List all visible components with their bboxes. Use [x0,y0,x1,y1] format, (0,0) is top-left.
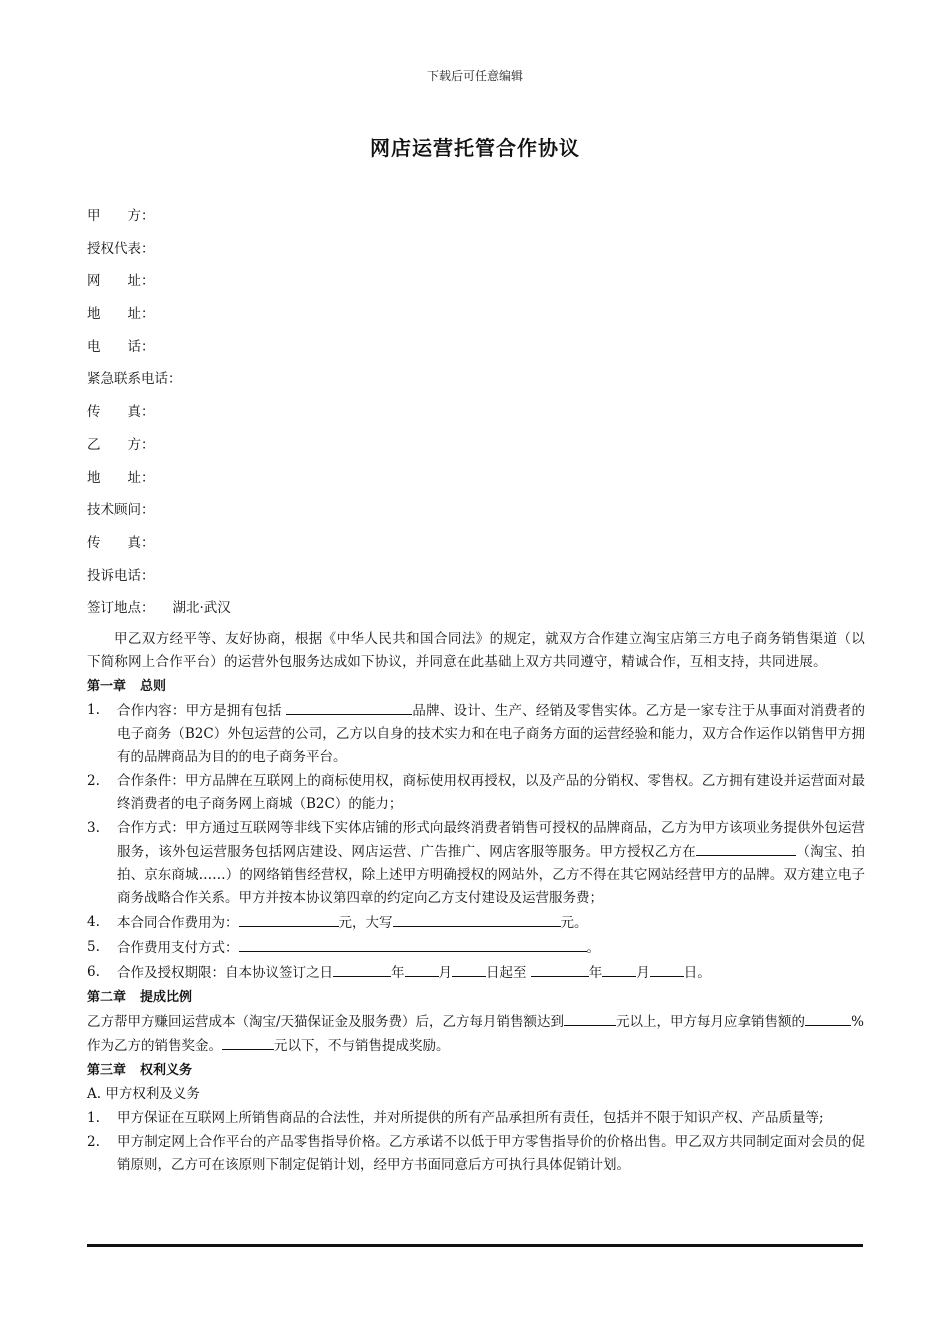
clause-text: 元以下，不与销售提成奖励。 [274,1038,450,1054]
clause-3a-2 [87,1131,865,1177]
clause-text: 合作方式：甲方通过互联网等非线下实体店铺的形式向最终消费者销售可授权的品牌商品，乙方为甲方该项业务提供外包运营服务，该外包运营服务包括网店建设、网店运营、广告推广、网店客服等服务。甲方授权乙方在 [117,820,865,860]
field-complaint-phone [87,564,231,597]
clause-number: 6. [87,964,100,980]
clause-text: 品牌、设计、生产、经销及零售实体。乙方是一家专注于从事面对消费者的电子商务（B2C）外包运营的公司，乙方以自身的技术实力和在电子商务方面的运营经验和能力，双方合作运作以销售甲方拥有的品牌商品为目的的电子商务平台。 [117,703,866,765]
clause-1-1 [87,699,865,769]
blank-line [393,911,561,927]
clause-text: 月 [636,965,650,981]
blank-line [239,936,587,952]
clause-text: %作为乙方的销售奖金。 [87,1014,864,1054]
clause-text: 年 [588,965,603,981]
field-label: 甲 方： [87,208,155,224]
header-note: 下载后可任意编辑 [426,69,523,83]
document-title: 网店运营托管合作协议 [370,136,580,160]
field-label: 紧急联系电话： [87,371,182,388]
chapter-3-heading [87,1059,865,1082]
clause-text: 乙方帮甲方赚回运营成本（淘宝/天猫保证金及服务费）后，乙方每月销售额达到 [87,1014,565,1030]
field-label: 地 址： [87,469,155,486]
blank-line [650,961,684,977]
clause-3a-1 [87,1107,865,1130]
clause-number: 5. [87,939,100,955]
footer-divider [87,1244,863,1247]
field-party-b [87,433,231,466]
clause-text: 。 [586,940,600,956]
field-label: 乙 方： [87,436,155,453]
clause-1-6 [87,961,865,985]
chapter-name: 权利义务 [140,1063,193,1078]
clause-text: 元以上，甲方每月应拿销售额的 [616,1014,806,1030]
clause-number: 2. [87,1134,100,1150]
clause-text: 合作内容：甲方是拥有包括 [117,703,287,719]
chapter-1-heading [87,675,865,698]
field-authorized-rep [87,237,231,270]
field-signing-place [87,596,231,629]
clause-text: 合作费用支付方式： [117,940,239,956]
field-tech-advisor [87,498,231,531]
chapter-number: 第一章 [87,679,127,694]
clause-1-5 [87,936,865,960]
field-website [87,269,231,302]
field-label: 传 真： [87,404,155,421]
field-fax-b [87,531,231,564]
field-fax-a [87,400,231,433]
clause-number: 1. [87,702,100,718]
clause-number: 4. [87,914,100,930]
clause-text: 日。 [683,965,711,981]
chapter-2-heading [87,986,865,1009]
field-label: 网 址： [87,273,155,290]
blank-line [405,961,439,977]
blank-line [531,961,589,977]
clause-text: 元。 [560,915,588,931]
field-emergency-phone [87,367,231,400]
clause-text: 合作条件：甲方品牌在互联网上的商标使用权，商标使用权再授权，以及产品的分销权、零售权。乙方拥有建设并运营面对最终消费者的电子商务网上商城（B2C）的能力； [117,773,865,812]
chapter-name: 总则 [140,679,167,694]
blank-line [286,699,412,715]
field-label: 电 话： [87,338,155,355]
clause-text: 月 [438,965,452,981]
clause-number: 3. [87,820,100,836]
field-label: 授权代表： [87,240,155,257]
field-phone [87,335,231,368]
clause-1-4 [87,911,865,935]
clause-text: 日起至 [486,965,531,981]
clause-text: 合作及授权期限：自本协议签订之日 [117,965,333,981]
field-label: 签订地点： [87,600,155,617]
blank-line [696,840,796,856]
field-party-a [87,204,231,237]
chapter-2-paragraph [87,1010,865,1058]
clause-number: 2. [87,773,100,789]
clause-text: 甲方制定网上合作平台的产品零售指导价格。乙方承诺不以低于甲方零售指导价的价格出售。甲乙双方共同制定面对会员的促销原则，乙方可在该原则下制定促销计划，经甲方书面同意后方可执行具体促销计划。 [117,1134,865,1173]
clause-1-2 [87,770,865,816]
field-address-b [87,466,231,499]
chapter-number: 第二章 [87,990,127,1005]
blank-line [602,961,636,977]
field-value: 湖北·武汉 [172,600,231,617]
chapter-name: 提成比例 [140,990,193,1005]
blank-line [805,1010,851,1026]
clause-text: （淘宝、拍拍、京东商城……）的网络销售经营权，除上述甲方明确授权的网站外，乙方不得在其它网站经营甲方的品牌。双方建立电子商务战略合作关系。甲方并按本协议第四章的约定向乙方支付建设及运营服务费； [117,844,865,906]
blank-line [333,961,391,977]
clause-1-3 [87,817,865,910]
field-label: 地 址： [87,306,155,323]
clause-text: 元，大写 [338,915,393,931]
agreement-body [87,628,865,1178]
blank-line [239,911,339,927]
party-info-fields [87,204,231,629]
blank-line [222,1034,274,1050]
chapter-number: 第三章 [87,1063,127,1078]
field-label: 传 真： [87,534,155,551]
section-a-heading: A. 甲方权利及义务 [87,1086,200,1102]
clause-text: 年 [391,965,405,981]
clause-number: 1. [87,1110,100,1126]
field-label: 技术顾问： [87,502,155,519]
clause-text: 甲方保证在互联网上所销售商品的合法性，并对所提供的所有产品承担所有责任，包括并不限于知识产权、产品质量等; [117,1110,824,1126]
clause-text: 本合同合作费用为： [117,915,239,931]
blank-line [564,1010,616,1026]
blank-line [452,961,486,977]
field-address-a [87,302,231,335]
field-label: 投诉电话： [87,567,155,584]
intro-paragraph: 甲乙双方经平等、友好协商，根据《中华人民共和国合同法》的规定，就双方合作建立淘宝店第三方电子商务销售渠道（以下简称网上合作平台）的运营外包服务达成如下协议，并同意在此基础上双方共同遵守，精诚合作，互相支持，共同进展。 [87,631,865,670]
